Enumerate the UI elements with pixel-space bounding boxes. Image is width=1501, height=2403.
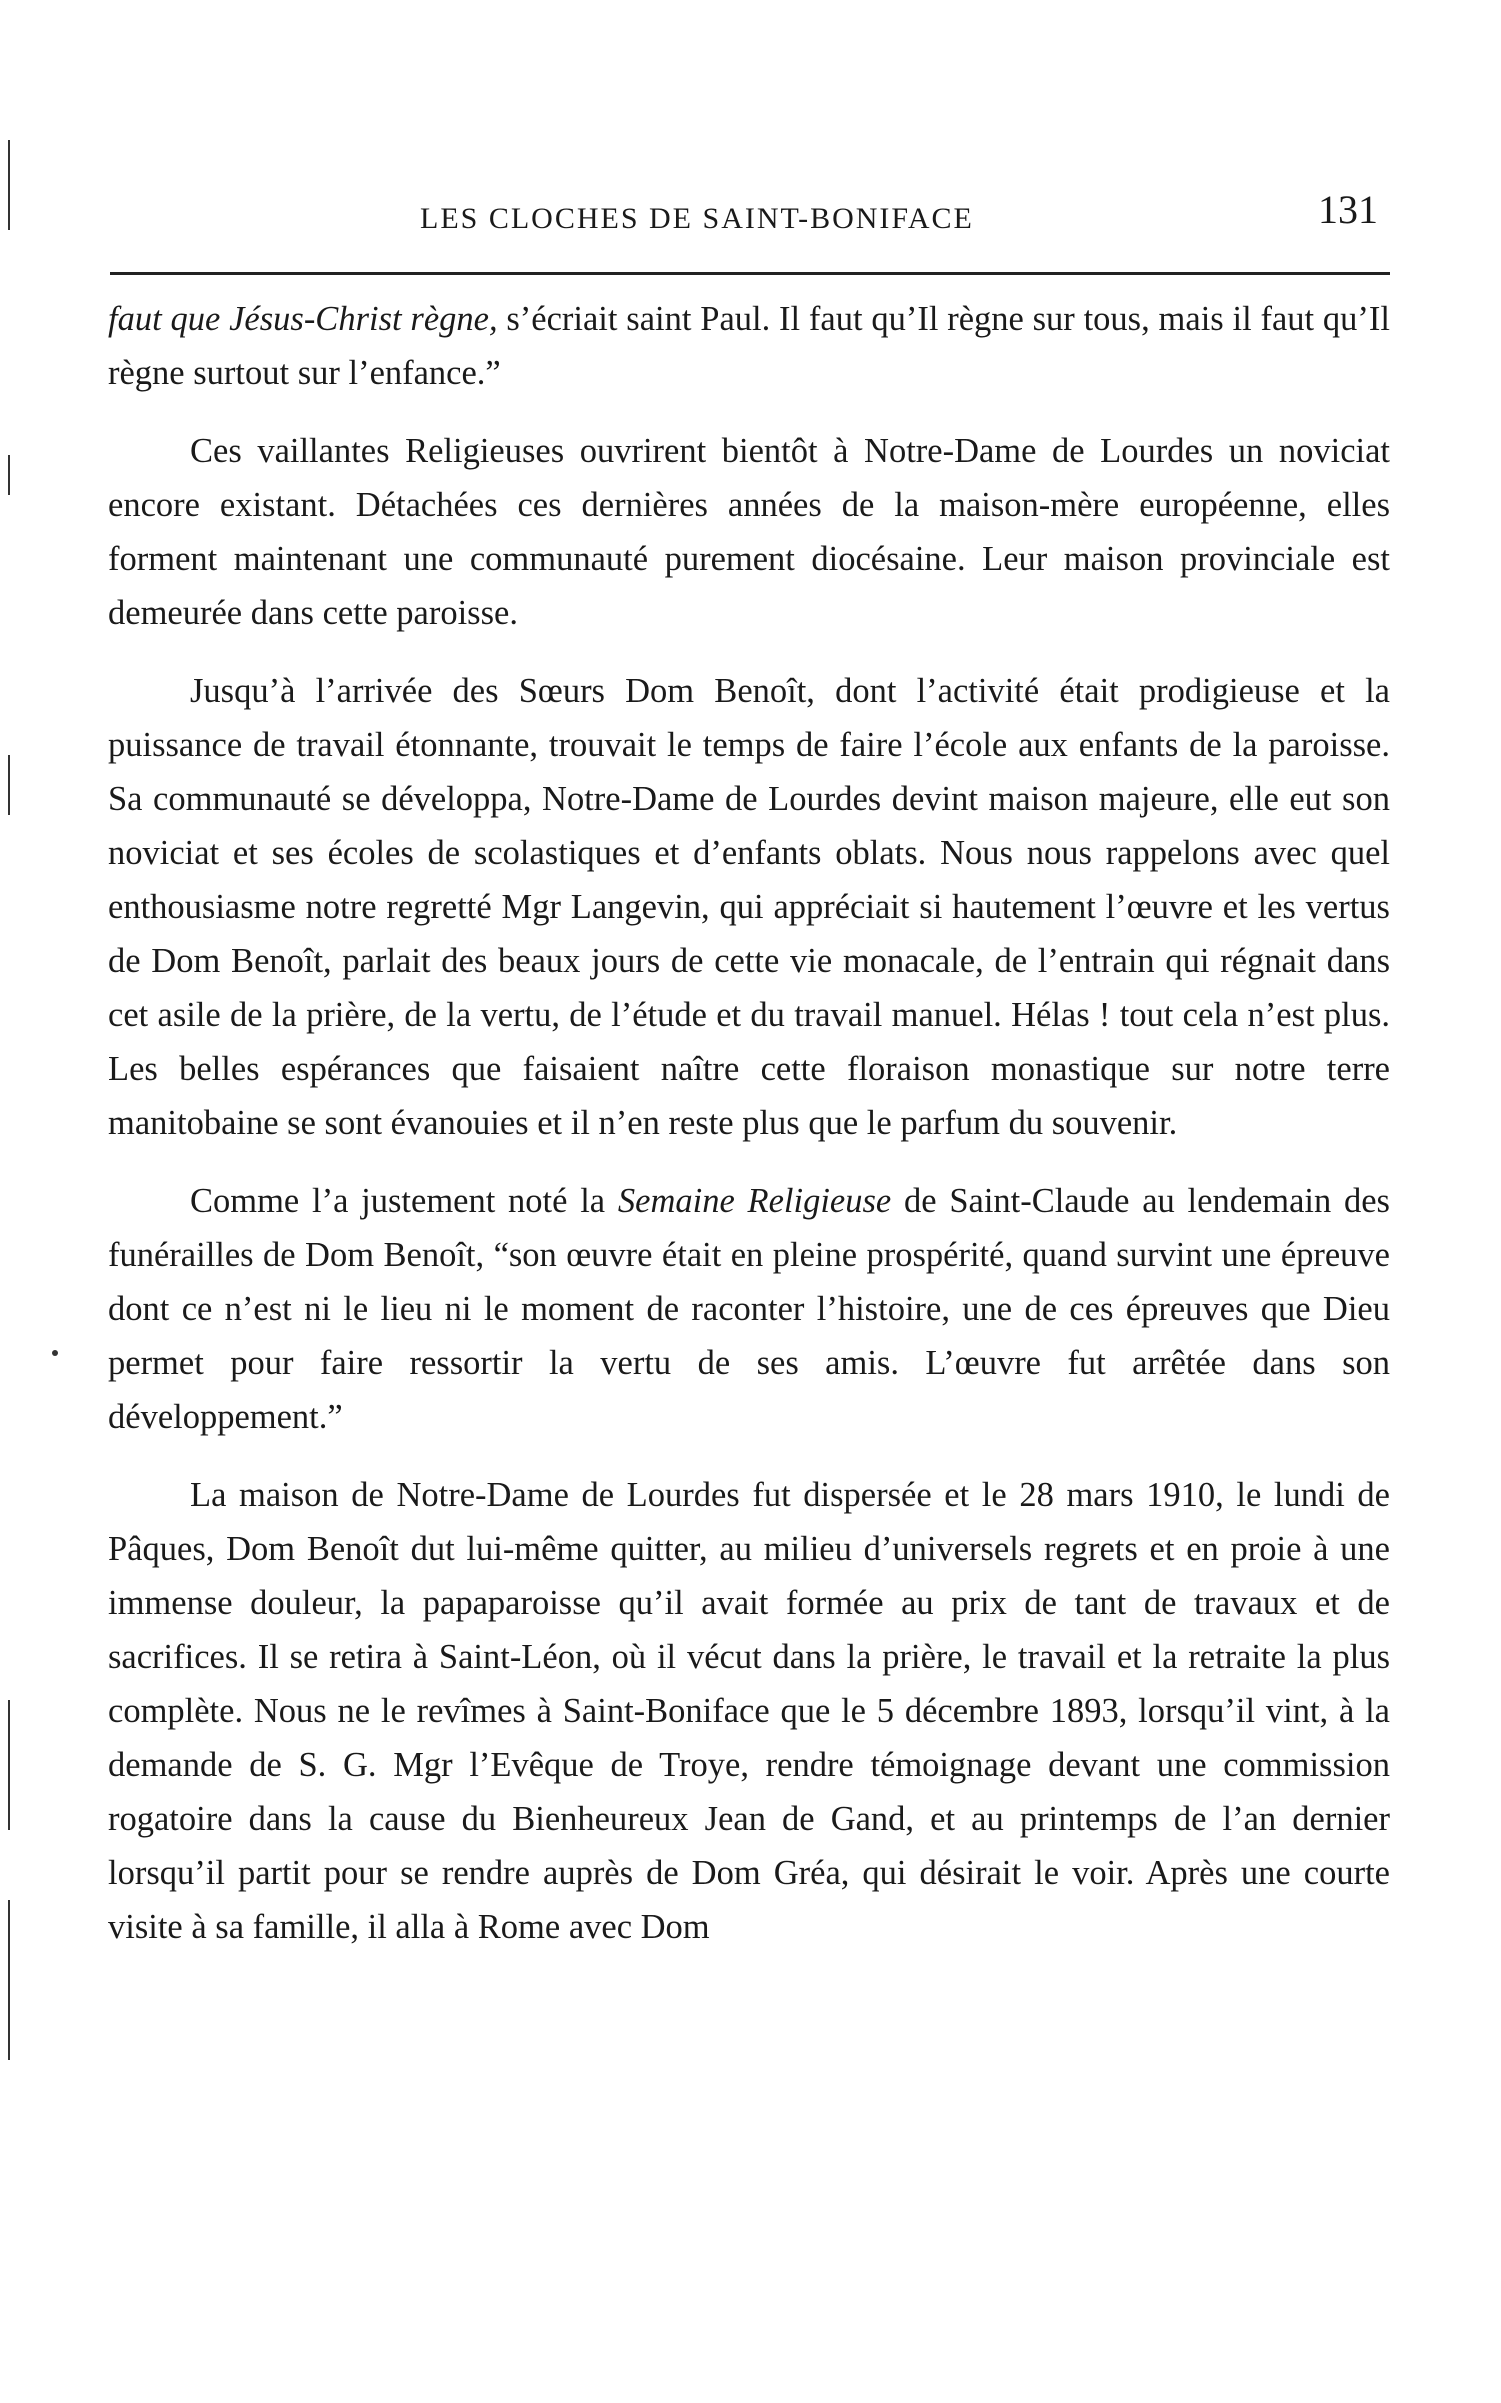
text-run: Comme l’a justement noté la	[190, 1182, 618, 1220]
header-rule	[110, 272, 1390, 275]
body-text	[108, 292, 1390, 1954]
margin-scan-dot	[52, 1350, 58, 1356]
margin-scan-mark	[8, 1700, 10, 1830]
paragraph-3	[108, 664, 1390, 1150]
text-run: s’écriait saint Paul. Il faut qu’Il règne sur tous, mais il faut qu’Il règne surtout sur l’enfance.”	[108, 300, 1390, 392]
text-run: Ces vaillantes Religieuses ouvrirent bientôt à Notre-Dame de Lourdes un noviciat encore existant. Détachées ces dernières années de la maison-mère européenne, elles forment maintenant une communauté purement diocésaine. Leur maison provinciale est demeurée dans cette paroisse.	[108, 432, 1390, 632]
paragraph-5	[108, 1468, 1390, 1954]
italic-text-run: Semaine Religieuse	[617, 1182, 892, 1220]
paragraph-4	[108, 1174, 1390, 1444]
paragraph-2	[108, 424, 1390, 640]
margin-scan-mark	[8, 755, 10, 815]
italic-text-run: faut que Jésus-Christ règne,	[108, 300, 498, 338]
running-title: LES CLOCHES DE SAINT-BONIFACE	[420, 202, 974, 235]
page-number: 131	[1318, 187, 1378, 232]
margin-scan-mark	[8, 1900, 10, 2060]
text-run: Jusqu’à l’arrivée des Sœurs Dom Benoît, dont l’activité était prodigieuse et la puissance de travail étonnante, trouvait le temps de faire l’école aux enfants de la paroisse. Sa communauté se développa, Notre-Dame de Lourdes devint maison majeure, elle eut son noviciat et ses écoles de scolastiques et d’enfants oblats. Nous nous rappelons avec quel enthousiasme notre regretté Mgr Langevin, qui appréciait si hautement l’œuvre et les vertus de Dom Benoît, parlait des beaux jours de cette vie monacale, de l’entrain qui régnait dans cet asile de la prière, de la vertu, de l’étude et du travail manuel. Hélas ! tout cela n’est plus. Les belles espérances que faisaient naître cette floraison monastique sur notre terre manitobaine se sont évanouies et il n’en reste plus que le parfum du souvenir.	[108, 672, 1390, 1142]
paragraph-1	[108, 292, 1390, 400]
text-run: de Saint-Claude au lendemain des funérailles de Dom Benoît, “son œuvre était en pleine prospérité, quand survint une épreuve dont ce n’est ni le lieu ni le moment de raconter l’histoire, une de ces épreuves que Dieu permet pour faire ressortir la vertu de ses amis. L’œuvre fut arrêtée dans son développement.”	[108, 1182, 1390, 1436]
margin-scan-mark	[8, 455, 10, 495]
text-run: La maison de Notre-Dame de Lourdes fut dispersée et le 28 mars 1910, le lundi de Pâques, Dom Benoît dut lui-même quitter, au milieu d’universels regrets et en proie à une immense douleur, la papaparoisse qu’il avait formée au prix de tant de travaux et de sacrifices. Il se retira à Saint-Léon, où il vécut dans la prière, le travail et la retraite la plus complète. Nous ne le revîmes à Saint-Boniface que le 5 décembre 1893, lorsqu’il vint, à la demande de S. G. Mgr l’Evêque de Troye, rendre témoignage devant une commission rogatoire dans la cause du Bienheureux Jean de Gand, et au printemps de l’an dernier lorsqu’il partit pour se rendre auprès de Dom Gréa, qui désirait le voir. Après une courte visite à sa famille, il alla à Rome avec Dom	[108, 1476, 1390, 1946]
margin-scan-mark	[8, 140, 10, 230]
